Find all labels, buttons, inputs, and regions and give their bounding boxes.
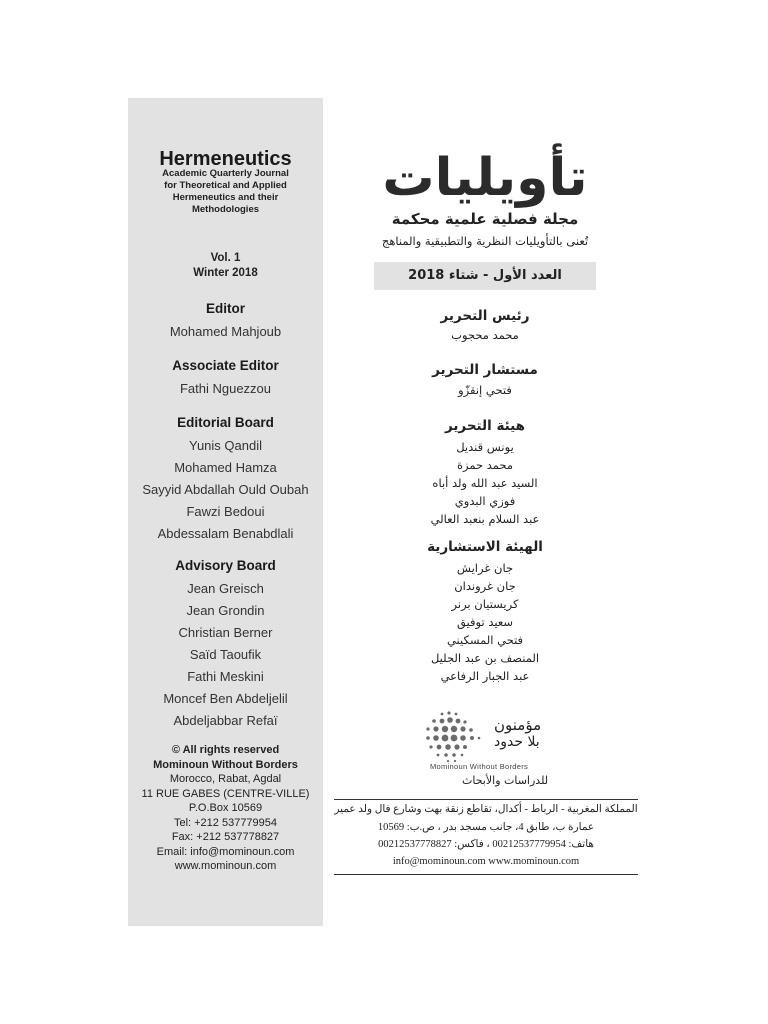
logo-text-ar-1: مؤمنون [494, 716, 542, 734]
board-member-ar: عبد السلام بنعبد العالي [430, 512, 540, 526]
advisory-member-ar: المنصف بن عبد الجليل [430, 651, 540, 665]
volume-label: Vol. 1 [210, 252, 241, 264]
editor-name: Mohamed Mahjoub [169, 324, 282, 339]
board-member: Sayyid Abdallah Ould Oubah [142, 482, 309, 497]
advisory-member: Fathi Meskini [187, 669, 264, 684]
advisory-member-ar: عبد الجبار الرفاعي [440, 669, 530, 683]
board-member-ar: يونس قنديل [456, 440, 514, 454]
advisory-member: Saïd Taoufik [189, 647, 262, 662]
logo-text-ar-3: للدراسات والأبحاث [462, 774, 549, 787]
season-label: Winter 2018 [193, 267, 258, 279]
advisory-member: Jean Greisch [187, 581, 264, 596]
rights-block: © All rights reserved Mominoun Without Borders Morocco, Rabat, Agdal 11 RUE GABES (CENTRE-VILLE) P.O.Box 10569 Tel: +212 537779954 Fax: +212 537778827 Email: info@mominoun.com www.mominoun.com [141, 744, 310, 872]
advisory-member: Moncef Ben Abdeljelil [163, 691, 288, 706]
editorial-board-heading-ar: هيئة التحرير [444, 418, 526, 434]
english-masthead-panel [128, 98, 323, 926]
editor-heading-ar: رئيس التحرير [440, 308, 530, 324]
advisory-member-ar: جان غرايش [456, 561, 514, 575]
address-line: المملكة المغربية - الرباط - أكدال، تقاطع زنقة بهت وشارع فال ولد عمير [334, 804, 638, 815]
email-web-line: info@mominoun.com www.mominoun.com [392, 856, 580, 867]
logo-dots-icon [422, 708, 486, 764]
logo-text-ar-2: بلا حدود [494, 734, 540, 750]
journal-tagline-ar: تُعنى بالتأويليات النظرية والتطبيقية والمناهج [381, 234, 589, 248]
advisory-member-ar: فتحي المسكيني [446, 633, 524, 647]
board-member: Yunis Qandil [189, 438, 262, 453]
address-line: عمارة ب، طابق 4، جانب مسجد بدر ، ص.ب: 10569 [377, 822, 595, 833]
advisory-member-ar: جان غروندان [454, 579, 516, 593]
board-member: Fawzi Bedoui [186, 504, 265, 519]
board-member: Abdessalam Benabdlali [157, 526, 294, 541]
board-member-ar: السيد عبد الله ولد أباه [432, 476, 538, 490]
journal-subtitle-en: Academic Quarterly Journal for Theoretical and Applied Hermeneutics and their Methodologies [162, 168, 289, 215]
address-divider-top [334, 799, 638, 800]
journal-subtitle-ar: مجلة فصلية علمية محكمة [391, 210, 579, 228]
consultant-name-ar: فتحي إنقزّو [458, 383, 512, 397]
advisory-member-ar: كريستيان برنر [451, 597, 519, 611]
associate-editor-heading: Associate Editor [172, 358, 279, 373]
journal-title-ar: تأويليات [382, 148, 588, 208]
associate-editor-name: Fathi Nguezzou [179, 381, 272, 396]
issue-label: العدد الأول - شتاء 2018 [374, 262, 596, 290]
advisory-board-heading: Advisory Board [175, 558, 276, 573]
address-divider-bottom [334, 874, 638, 875]
phone-fax-line: هاتف: 00212537779954 ، فاكس: 00212537778827 [378, 839, 594, 850]
arabic-masthead-panel [330, 98, 640, 926]
board-member-ar: محمد حمزة [456, 458, 514, 472]
consultant-heading-ar: مستشار التحرير [432, 362, 538, 378]
advisory-board-heading-ar: الهيئة الاستشارية [427, 539, 543, 555]
board-member-ar: فوزي البدوي [454, 494, 516, 508]
advisory-member: Jean Grondin [186, 603, 265, 618]
advisory-member: Abdeljabbar Refaï [173, 713, 278, 728]
editor-heading: Editor [206, 301, 245, 316]
advisory-member: Christian Berner [178, 625, 273, 640]
logo-text-en: Mominoun Without Borders [430, 762, 529, 771]
editor-name-ar: محمد محجوب [451, 328, 519, 342]
editorial-board-heading: Editorial Board [177, 415, 274, 430]
journal-title-en: Hermeneutics [159, 148, 292, 170]
board-member: Mohamed Hamza [174, 460, 277, 475]
mominoun-logo [422, 706, 582, 786]
advisory-member-ar: سعيد توفيق [456, 615, 514, 629]
